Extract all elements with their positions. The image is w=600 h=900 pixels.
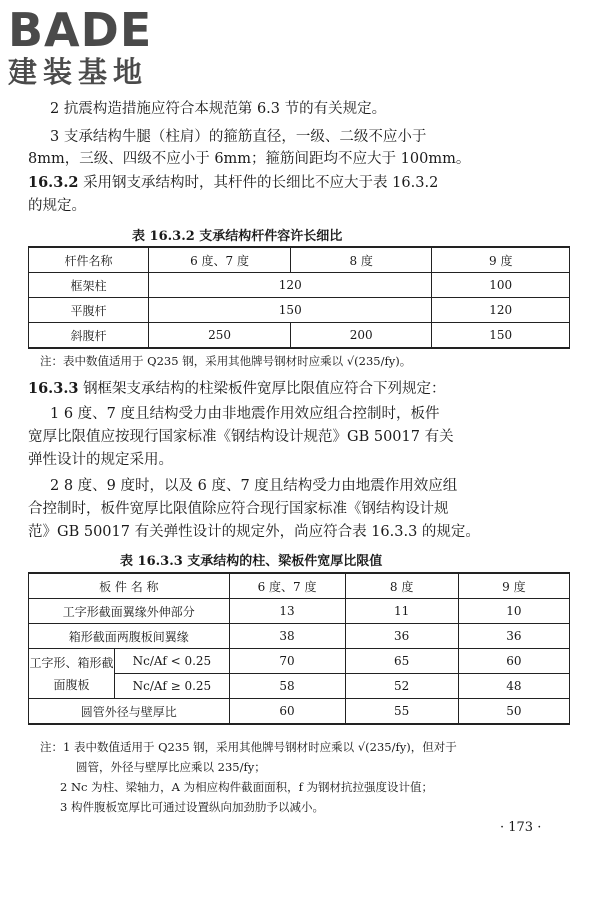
axial-ratio-condition: Nc/Af ≥ 0.25 — [115, 674, 230, 699]
col-deg67: 6 度、7 度 — [229, 573, 345, 599]
para-bracket-stirrup-1: 3 支承结构牛腿（柱肩）的箍筋直径，一级、二级不应小于 — [50, 129, 427, 145]
table1-caption: 表 16.3.2 支承结构杆件容许长细比 — [132, 229, 343, 244]
table1-note: 注：表中数值适用于 Q235 钢，采用其他牌号钢材时应乘以 √(235/fy)。 — [40, 354, 412, 368]
value-deg8: 65 — [345, 649, 458, 674]
value-deg9: 100 — [432, 273, 570, 298]
web-group-label: 工字形、箱形截面腹板 — [29, 649, 115, 699]
value-deg8: 52 — [345, 674, 458, 699]
clause-text: 钢框架支承结构的柱梁板件宽厚比限值应符合下列规定： — [83, 381, 446, 397]
value-deg9: 150 — [432, 323, 570, 349]
table-row — [29, 624, 570, 649]
page-number: · 173 · — [500, 820, 542, 835]
table-row — [29, 599, 570, 624]
width-thickness-table — [28, 572, 570, 725]
table-row — [29, 323, 570, 349]
para-16-3-3 — [28, 378, 446, 400]
axial-ratio-condition: Nc/Af < 0.25 — [115, 649, 230, 674]
table-row — [29, 649, 570, 674]
value-deg8: 11 — [345, 599, 458, 624]
table-header-row — [29, 247, 570, 273]
table-row — [29, 273, 570, 298]
value-deg678: 150 — [149, 298, 432, 323]
component-name: 箱形截面两腹板间翼缘 — [29, 624, 230, 649]
value-deg67: 58 — [229, 674, 345, 699]
value-deg678: 120 — [149, 273, 432, 298]
bade-logo — [8, 3, 178, 90]
value-deg67: 70 — [229, 649, 345, 674]
para-16-3-2-line2: 的规定。 — [28, 198, 86, 214]
para-item1-line2: 宽厚比限值应按现行国家标准《钢结构设计规范》GB 50017 有关 — [28, 429, 454, 445]
value-deg67: 60 — [229, 699, 345, 725]
value-deg67: 250 — [149, 323, 291, 349]
value-deg8: 55 — [345, 699, 458, 725]
slenderness-table — [28, 246, 570, 349]
table2-caption: 表 16.3.3 支承结构的柱、梁板件宽厚比限值 — [120, 554, 383, 569]
table-row — [29, 699, 570, 725]
table-row — [29, 298, 570, 323]
table2-note-2: 2 Nc 为柱、梁轴力，A 为相应构件截面面积，f 为钢材抗拉强度设计值； — [60, 780, 433, 794]
table-header-row — [29, 573, 570, 599]
clause-number: 16.3.2 — [28, 174, 79, 191]
col-deg67: 6 度、7 度 — [149, 247, 291, 273]
value-deg9: 50 — [458, 699, 569, 725]
para-item2-line1: 2 8 度、9 度时，以及 6 度、7 度且结构受力由地震作用效应组 — [50, 478, 458, 494]
value-deg8: 36 — [345, 624, 458, 649]
table2-note-3: 3 构件腹板宽厚比可通过设置纵向加劲肋予以减小。 — [60, 800, 324, 814]
member-name: 斜腹杆 — [29, 323, 149, 349]
value-deg9: 120 — [432, 298, 570, 323]
logo-wordmark: BADE — [8, 3, 153, 57]
col-deg8: 8 度 — [290, 247, 431, 273]
para-bracket-stirrup-2: 8mm，三级、四级不应小于 6mm；箍筋间距均不应大于 100mm。 — [28, 151, 471, 167]
value-deg67: 38 — [229, 624, 345, 649]
col-deg9: 9 度 — [432, 247, 570, 273]
para-seismic-measures: 2 抗震构造措施应符合本规范第 6.3 节的有关规定。 — [50, 101, 387, 117]
para-16-3-2-line1 — [28, 172, 438, 194]
table2-note-1: 注：1 表中数值适用于 Q235 钢，采用其他牌号钢材时应乘以 √(235/fy)，但对于 — [40, 740, 457, 754]
member-name: 平腹杆 — [29, 298, 149, 323]
component-name: 工字形截面翼缘外伸部分 — [29, 599, 230, 624]
para-item1-line3: 弹性设计的规定采用。 — [28, 452, 173, 468]
col-deg9: 9 度 — [458, 573, 569, 599]
logo-subtitle: 建装基地 — [8, 55, 149, 89]
col-component: 板 件 名 称 — [29, 573, 230, 599]
para-item1-line1: 1 6 度、7 度且结构受力由非地震作用效应组合控制时，板件 — [50, 406, 440, 422]
value-deg8: 200 — [290, 323, 431, 349]
value-deg9: 48 — [458, 674, 569, 699]
component-name: 圆管外径与壁厚比 — [29, 699, 230, 725]
col-member: 杆件名称 — [29, 247, 149, 273]
value-deg9: 60 — [458, 649, 569, 674]
value-deg9: 36 — [458, 624, 569, 649]
value-deg9: 10 — [458, 599, 569, 624]
value-deg67: 13 — [229, 599, 345, 624]
col-deg8: 8 度 — [345, 573, 458, 599]
para-item2-line3: 范》GB 50017 有关弹性设计的规定外，尚应符合表 16.3.3 的规定。 — [28, 524, 480, 540]
member-name: 框架柱 — [29, 273, 149, 298]
clause-number: 16.3.3 — [28, 380, 79, 397]
para-item2-line2: 合控制时，板件宽厚比限值除应符合现行国家标准《钢结构设计规 — [28, 501, 449, 517]
table2-note-1-cont: 圆管，外径与壁厚比应乘以 235/fy； — [76, 760, 266, 774]
clause-text: 采用钢支承结构时，其杆件的长细比不应大于表 16.3.2 — [83, 175, 439, 191]
